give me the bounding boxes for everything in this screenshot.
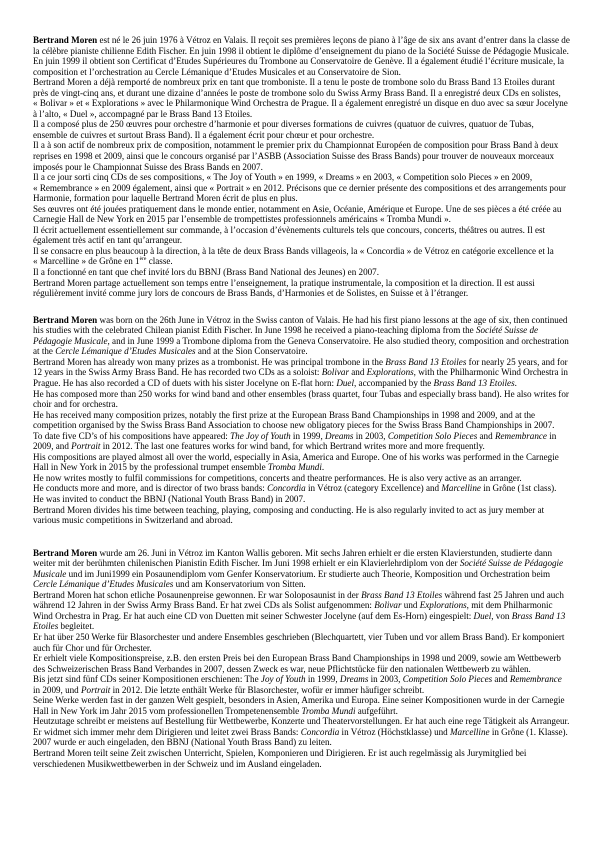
paragraph xyxy=(33,172,570,204)
text-run: and xyxy=(492,674,510,685)
text-run: Marcelline xyxy=(449,726,490,737)
text-run: Bertrand Moren xyxy=(33,547,98,558)
paragraph xyxy=(33,653,570,674)
text-run: Bertrand Moren a déjà remporté de nombreux prix en tant que tromboniste. Il a tenu le poste de trombone solo du Brass Band 13 Etoiles durant près de vingt-cinq ans, et durant une dizaine d’années le poste de trombone solo du Swiss Army Brass Band. Il a enregistré deux CDs en solistes, « Bolivar » et « Explorations » avec le Philarmonique Wind Orchestra de Prague. Il a également enregistré un disque en duo avec sa sœur Jocelyne à l’alto, « Duel », accompagné par le Brass Band 13 Etoiles. xyxy=(33,77,568,119)
text-run: est né le 26 juin 1976 à Vétroz en Valais. Il reçoit ses premières leçons de piano à l’âge de six ans avant d’entrer dans la classe de la célèbre pianiste chilienne Edith Fischer. En juin 1998 il obtient le diplôme d’enseignement du piano de la Société Suisse de Pédagogie Musicale. En juin 1999 il obtient son Certificat d’Etudes Supérieures du Trombone au Conservatoire de Genève. Il a également étudié l’écriture musicale, la composition et l’orchestration au Cercle Lémanique d’Etudes Musicales et au Conservatoire de Sion. xyxy=(33,35,570,77)
text-run: in 2009, and xyxy=(33,430,557,452)
text-run: Il a composé plus de 250 œuvres pour orchestre d’harmonie et pour diverses formations de cuivres (quatuor de cuivres, quatuor de Tubas, ensemble de cuivres et surtout Brass Band). Il a également écrit pour chœur et pour orchestre. xyxy=(33,119,534,140)
text-run: Bertrand Moren hat schon etliche Posaunenpreise gewonnen. Er war Soloposaunist in der xyxy=(33,589,362,600)
text-run: , with the Philharmonic Wind Orchestra in Prague. He has also recorded a CD of duets with his sister Jocelyne on E-flat horn: xyxy=(33,367,568,388)
text-run: in Vétroz (Höchstklasse) und xyxy=(339,726,450,737)
text-run: in 2012. The last one features works for wind band, for which Bertrand writes more and more frequently. xyxy=(100,441,485,452)
text-run: 2007 wurde er auch eingeladen, den BBNJ (National Youth Brass Band) zu leiten. xyxy=(33,737,332,748)
text-run: Bertrand Moren teilt seine Zeit zwischen Unterricht, Spielen, Komponieren und Dirigieren. Er ist auch regelmässig als Jurymitglied bei verschiedenen Musikwettbewerben in der Schweiz und im Ausland eingeladen. xyxy=(33,748,527,769)
text-run: for nearly 25 years, and for 12 years in the Swiss Army Brass Band. He has recorded two CDs as a soloist: xyxy=(33,356,568,378)
text-run: He conducts more and more, and is director of two brass bands: xyxy=(33,483,268,494)
text-run: Joy of Youth xyxy=(260,674,306,685)
paragraph xyxy=(33,473,570,484)
text-run: Concordia xyxy=(267,483,306,494)
text-run: Duel xyxy=(473,610,492,621)
text-run: wurde am 26. Juni in Vétroz im Kanton Wallis geboren. Mit sechs Jahren erhielt er die ersten Klavierstunden, studierte dann weiter mit der berühmten chilenischen Pianistin Edith Fischer. Im Juni 1998 erhielt er ein Klavierlehrdiplom von der xyxy=(33,547,552,569)
paragraph xyxy=(33,225,570,246)
paragraph xyxy=(33,410,570,431)
text-run: ère xyxy=(139,256,147,263)
paragraph xyxy=(33,315,570,357)
text-run: Bertrand Moren has already won many prizes as a trombonist. He was principal trombone in the xyxy=(33,356,386,367)
text-run: , mit dem Philharmonic Wind Orchestra in Prag. Er hat auch eine CD von Duetten mit seiner Schwester Jocelyne (auf dem Es-Horn) eingespielt: xyxy=(33,600,553,621)
text-run: Er widmet sich immer mehr dem Dirigieren und leitet zwei Brass Bands: xyxy=(33,726,301,737)
text-run: in Grône (1st class). xyxy=(480,483,557,494)
text-run: aufgeführt. xyxy=(355,705,398,716)
text-run: während fast 25 Jahren und auch während 12 Jahren in der Swiss Army Brass Band. Er hat zwei CDs als Solist aufgenommen: xyxy=(33,589,564,611)
text-run: Brass Band 13 Etoiles xyxy=(33,610,566,632)
text-run: and at the Sion Conservatoire. xyxy=(195,346,308,357)
text-run: Cercle Lémanique d’Etudes Musicales xyxy=(55,346,196,357)
text-run: Concordia xyxy=(300,726,340,737)
text-run: und am Konservatorium von Sitten. xyxy=(173,579,306,590)
text-run: Bis jetzt sind fünf CDs seiner Kompositionen erschienen: The xyxy=(33,674,261,685)
paragraph xyxy=(33,246,570,267)
text-run: Il écrit actuellement essentiellement sur commande, à l’occasion d’évènements culturels tels que concours, concerts, théâtres ou autres. Il est également très actif en tant qu’arrangeur. xyxy=(33,224,546,246)
text-run: und xyxy=(401,600,420,611)
paragraph xyxy=(33,632,570,653)
text-run: , accompanied by the xyxy=(354,377,434,388)
text-run: Il a à son actif de nombreux prix de composition, notamment le premier prix du Championnat Européen de composition pour Brass Band à deux reprises en 1998 et 2009, ainsi que le concours organisé par l’ASBB (Association Suisse des Brass Bands) pour trouver de nouveaux morceaux imposés pour le Championnat Suisse des Brass Bands en 2007. xyxy=(33,140,559,172)
text-run: Er erhielt viele Kompositionspreise, z.B. den ersten Preis bei den European Brass Band Championships in 1998 und 2009, sowie am Wettbewerb des Schweizerischen Brass Band Verbandes in 2007, dessen Zweck es war, neue Pflichtstücke für den nationalen Wettbewerb zu wählen. xyxy=(33,653,561,674)
text-run: in 1999, xyxy=(290,430,326,441)
paragraph xyxy=(33,35,570,77)
document-content xyxy=(33,35,570,769)
text-run: was born on the 26th June in Vétroz in the Swiss canton of Valais. He had his first piano lessons at the age of six, then continued his studies with the celebrated Chilean pianist Edith Fischer. In June 1998 he received a piano-teaching diploma from the xyxy=(33,314,568,336)
text-run: He has composed more than 250 works for wind band and other ensembles (brass quartet, four Tubas and especially brass band). He also writes for choir and for orchestra. xyxy=(33,388,569,410)
text-run: Portrait xyxy=(71,441,101,452)
paragraph xyxy=(33,548,570,590)
text-run: The Joy of Youth xyxy=(230,430,291,441)
paragraph xyxy=(33,278,570,299)
text-run: Tromba Mundi xyxy=(301,705,356,716)
paragraph xyxy=(33,119,570,140)
text-run: Bertrand Moren partage actuellement son temps entre l’enseignement, la pratique instrumentale, la composition et la direction. Il est aussi régulièrement invité comme jury lors de concours de Brass Bands, d’Harmonies et de Solistes, en Suisse et à l’étranger. xyxy=(33,277,535,299)
text-run: Bertrand Moren xyxy=(33,314,98,325)
text-run: Explorations xyxy=(419,600,467,611)
text-run: in 2003, xyxy=(368,674,403,685)
text-run: Heutzutage schreibt er meistens auf Bestellung für Wettbewerbe, Konzerte und Theatervorstellungen. Er hat auch eine rege Tätigkeit als Arrangeur. xyxy=(33,716,570,727)
paragraph xyxy=(33,77,570,119)
text-run: Explorations xyxy=(366,367,414,378)
paragraph xyxy=(33,727,570,738)
text-run: Cercle Lémanique d’Etudes Musicales xyxy=(33,579,174,590)
text-run: Brass Band 13 Etoiles xyxy=(385,356,467,367)
text-run: Remembrance xyxy=(494,430,547,441)
text-run: begleitet. xyxy=(58,621,95,632)
paragraph xyxy=(33,452,570,473)
text-run: in Grône (1. Klasse). xyxy=(489,726,568,737)
text-run: in 1999, xyxy=(305,674,340,685)
text-run: He was invited to conduct the BBNJ (National Youth Brass Band) in 2007. xyxy=(33,493,306,504)
paragraph xyxy=(33,674,570,695)
text-run: Il a ce jour sorti cinq CDs de ses compositions, « The Joy of Youth » en 1999, « Dreams » en 2003, « Competition solo Pieces » en 2009, « Remembrance » en 2009 également, ainsi que « Portrait » en 2012. Précisons que ce dernier présente des compositions et des arrangements pour Harmonie, formation pour laquelle Bertrand Moren écrit de plus en plus. xyxy=(33,172,567,204)
text-run: Seine Werke werden fast in der ganzen Welt gespielt, besonders in Asien, Amerika und Europa. Eine seiner Kompositionen wurde in der Carnegie Hall in New York im Jahr 2015 vom professionellen Trompetenensemble xyxy=(33,695,565,716)
text-run: . xyxy=(514,377,517,388)
text-run: classe. xyxy=(146,256,173,267)
text-run: To date five CD’s of his compositions have appeared: xyxy=(33,430,231,441)
paragraph xyxy=(33,695,570,716)
text-run: He has received many composition prizes, notably the first prize at the European Brass Band Championships in 1998 and 2009, and at the competition organised by the Swiss Brass Band Association to choose new obligatory pieces for the Swiss Brass Band Championships in 2007. xyxy=(33,409,555,431)
text-run: Duel xyxy=(336,377,354,388)
text-run: Bertrand Moren xyxy=(33,35,98,45)
text-run: Tromba Mundi xyxy=(267,462,322,473)
paragraph xyxy=(33,204,570,225)
text-run: and xyxy=(348,367,367,378)
paragraph xyxy=(33,357,570,389)
paragraph xyxy=(33,140,570,172)
text-run: Marcelline xyxy=(441,483,481,494)
text-run: Competition Solo Pieces xyxy=(402,674,493,685)
text-run: He now writes mostly to fulfil commissions for competitions, concerts and theatre performances. He is also very active as an arranger. xyxy=(33,472,522,483)
paragraph xyxy=(33,431,570,452)
paragraph xyxy=(33,590,570,632)
text-run: Bertrand Moren divides his time between teaching, playing, composing and conducting. He is also regularly invited to act as jury member at various music competitions in Switzerland and abroad. xyxy=(33,504,545,526)
text-run: Competition Solo Pieces xyxy=(387,430,478,441)
biography-section-german xyxy=(33,548,570,769)
text-run: and xyxy=(477,430,495,441)
biography-section-french xyxy=(33,35,570,299)
text-run: Portrait xyxy=(81,684,111,695)
text-run: in 2012. Die letzte enthält Werke für Blasorchester, wofür er immer häufiger schreibt. xyxy=(110,684,425,695)
text-run: Bolivar xyxy=(374,600,402,611)
paragraph xyxy=(33,267,570,278)
paragraph xyxy=(33,716,570,727)
text-run: , von xyxy=(491,610,512,621)
text-run: Brass Band 13 Etoiles xyxy=(361,589,443,600)
paragraph xyxy=(33,389,570,410)
paragraph xyxy=(33,748,570,769)
paragraph xyxy=(33,483,570,494)
text-run: Dreams xyxy=(325,430,354,441)
text-run: in Vétroz (category Excellence) and xyxy=(305,483,442,494)
text-run: Dreams xyxy=(339,674,369,685)
text-run: Société Suisse de Pédagogie Musicale xyxy=(33,558,564,579)
text-run: Er hat über 250 Werke für Blasorchester und andere Ensembles geschrieben (Blechquartett, vier Tuben und vor allem Brass Band). Er komponiert auch für Chor und für Orchester. xyxy=(33,631,565,653)
text-run: Brass Band 13 Etoiles xyxy=(433,377,515,388)
paragraph xyxy=(33,737,570,748)
text-run: und im Juni1999 ein Posaunendiplom vom Genfer Konservatorium. Er studierte auch Theorie, Komposition und Orchestration beim xyxy=(66,568,551,579)
text-run: in 2003, xyxy=(353,430,388,441)
text-run: Il se consacre en plus beaucoup à la direction, à la tête de deux Brass Bands villageois, la « Concordia » de Vétroz en catégorie excellence et la « Marcelline » de Grône en 1 xyxy=(33,245,554,267)
text-run: Ses œuvres ont été jouées pratiquement dans le monde entier, notamment en Asie, Océanie, Amérique et Europe. Une de ses pièces a été créée au Carnegie Hall de New York en 2015 par l’ensemble de trompettistes professionnels américains « Tromba Mundi ». xyxy=(33,203,562,225)
text-run: . xyxy=(321,462,325,473)
text-run: Remembrance xyxy=(509,674,562,685)
text-run: , and in June 1999 a Trombone diploma from the Geneva Conservatoire. He also studied theory, composition and orchestration at the xyxy=(33,335,569,357)
biography-section-english xyxy=(33,315,570,526)
text-run: Société Suisse de Pédagogie Musicale xyxy=(33,325,539,346)
text-run: His compositions are played almost all over the world, especially in Asia, America and Europe. One of his works was performed in the Carnegie Hall in New York in 2015 by the professional trumpet ensemble xyxy=(33,451,559,473)
paragraph xyxy=(33,505,570,526)
text-run: in 2009, und xyxy=(33,684,81,695)
paragraph xyxy=(33,494,570,505)
text-run: Il a fonctionné en tant que chef invité lors du BBNJ (Brass Band National des Jeunes) en 2007. xyxy=(33,267,379,278)
text-run: Bolivar xyxy=(321,367,349,378)
